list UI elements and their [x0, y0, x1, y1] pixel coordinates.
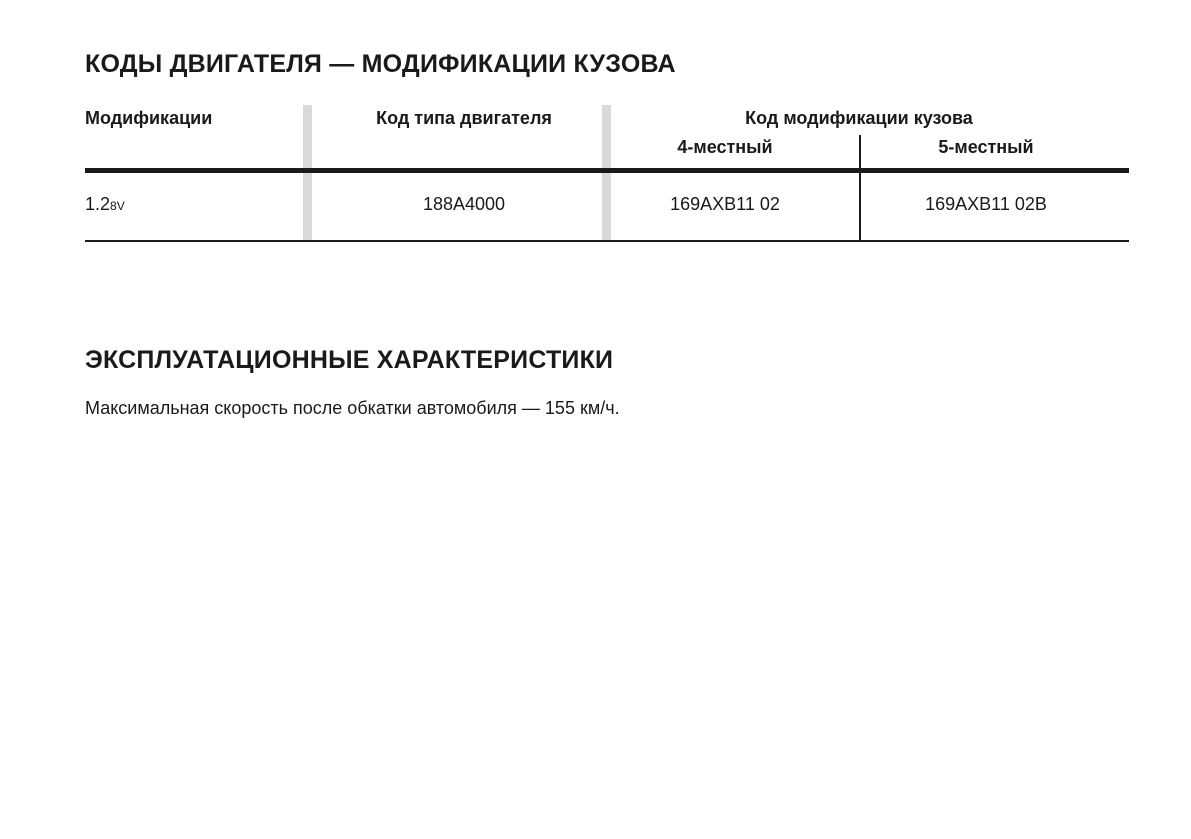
modification-suffix: 8V	[110, 199, 125, 213]
cell-five-seat: 169AXB11 02B	[925, 194, 1047, 214]
cell-modification	[85, 194, 125, 215]
max-speed-text: Максимальная скорость после обкатки автомобиля — 155 км/ч.	[85, 398, 620, 418]
cell-four-seat: 169AXB11 02	[670, 194, 780, 214]
header-body-code: Код модификации кузова	[745, 108, 973, 128]
header-divider	[85, 168, 1129, 173]
header-modifications: Модификации	[85, 108, 213, 128]
table-bottom-rule	[85, 240, 1129, 242]
performance-heading: ЭКСПЛУАТАЦИОННЫЕ ХАРАКТЕРИСТИКИ	[85, 346, 614, 374]
header-five-seat: 5-местный	[938, 137, 1034, 157]
engine-codes-heading: КОДЫ ДВИГАТЕЛЯ — МОДИФИКАЦИИ КУЗОВА	[85, 50, 676, 78]
header-four-seat: 4-местный	[677, 137, 773, 157]
engine-codes-table	[85, 105, 1129, 242]
header-engine-code: Код типа двигателя	[376, 108, 552, 128]
modification-main: 1.2	[85, 194, 111, 214]
subcolumn-divider	[859, 135, 861, 242]
column-separator	[602, 105, 611, 242]
cell-engine-code: 188A4000	[422, 194, 506, 214]
column-separator	[303, 105, 312, 242]
